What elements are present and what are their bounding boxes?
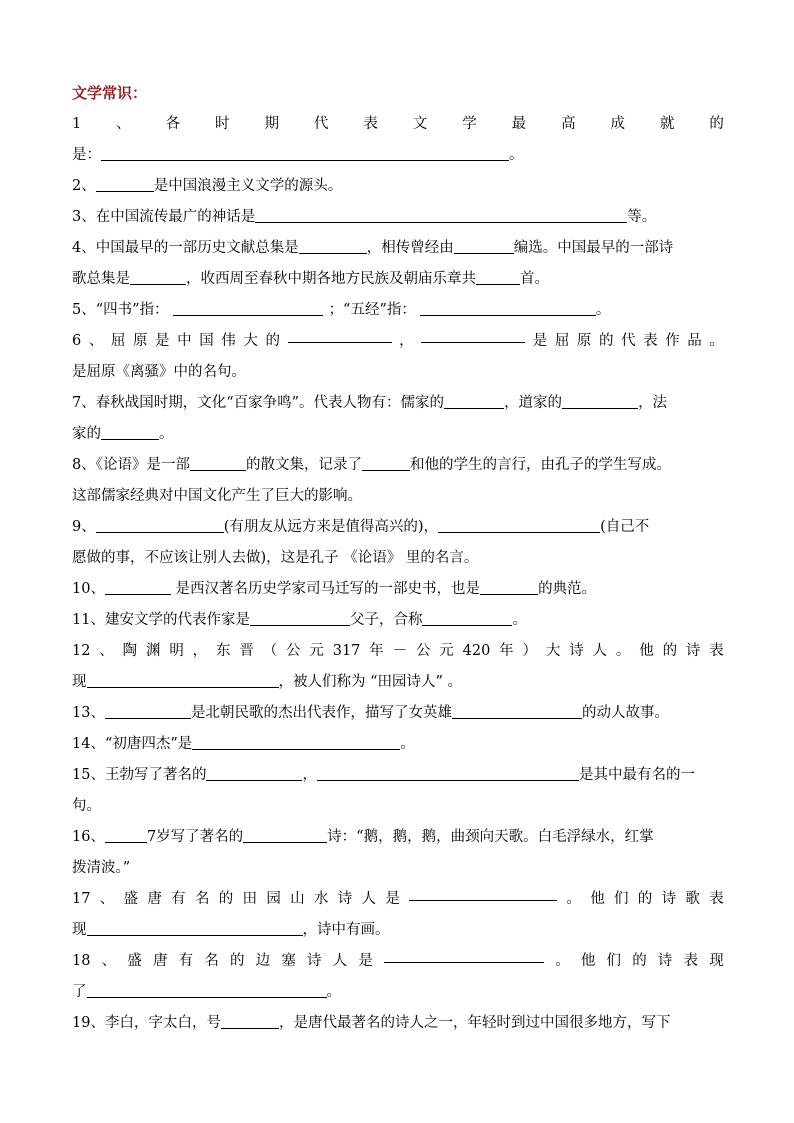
q12-char: 表 (709, 643, 724, 659)
q19-line (72, 1008, 724, 1039)
q6-blank-1[interactable] (288, 326, 392, 343)
q12-line2 (72, 667, 724, 698)
q5-line (72, 295, 724, 326)
q18-char: 的 (632, 953, 647, 969)
q12-char: 人 (592, 643, 608, 659)
q1-char: 学 (462, 116, 477, 132)
q4-blank-3[interactable] (130, 268, 186, 285)
q18-text-a: 了 (72, 984, 87, 1000)
q12-char: 大 (545, 643, 561, 659)
q12-line1 (72, 636, 724, 667)
q1-char: 的 (709, 116, 724, 132)
q17-char: 人 (361, 891, 377, 907)
q1-line1 (72, 109, 724, 140)
q6-char: 的 (598, 333, 614, 349)
q3-text: 3、在中国流传最广的神话是 (72, 209, 256, 225)
q18-blank-2[interactable] (87, 981, 327, 998)
q12-char: 陶 (122, 643, 138, 659)
q1-char: 文 (412, 116, 428, 132)
q15-text-line2: 句。 (72, 798, 101, 814)
q5-text-a: 5、“四书”指： (72, 302, 169, 318)
q1-text-end: 。 (509, 147, 524, 163)
q4-line2 (72, 264, 724, 295)
q6-line2 (72, 357, 724, 388)
q8-blank-2[interactable] (362, 454, 410, 471)
q18-char: 唐 (152, 953, 168, 969)
q18-char: 诗 (307, 953, 322, 969)
q1-char: 时 (215, 116, 230, 132)
q6-char: 品 (687, 333, 702, 349)
q8-blank-1[interactable] (190, 454, 246, 471)
q17-char: 园 (266, 891, 281, 907)
q17-char: 的 (218, 891, 234, 907)
q9-blank-2[interactable] (438, 516, 600, 533)
q9-text-b: (有朋友从远方来是值得高兴的)， (223, 519, 439, 535)
q13-number: 13、 (72, 705, 105, 721)
q18-blank-1[interactable] (384, 946, 544, 963)
q14-line (72, 729, 724, 760)
q9-line2 (72, 543, 724, 574)
q4-blank-1[interactable] (299, 237, 367, 254)
q18-text-b: 。 (326, 984, 341, 1000)
q1-char: 就 (659, 116, 675, 132)
q15-line1 (72, 760, 724, 791)
q10-text-c: 的典范。 (538, 581, 597, 597)
q12-char: 的 (662, 643, 678, 659)
q1-char: 代 (313, 116, 329, 132)
q17-char: 17 (72, 891, 91, 907)
q2-number: 2、 (72, 178, 96, 194)
q6-char: 代 (621, 333, 636, 349)
q4-text-b: ，相传曾经由 (366, 240, 454, 256)
q17-char: 他 (590, 891, 605, 907)
q4-blank-4[interactable] (476, 268, 520, 285)
q8-text-a: 8、《论语》是一部 (72, 457, 190, 473)
q11-line (72, 605, 724, 636)
q16-blank-2[interactable] (243, 826, 327, 843)
q7-line1 (72, 388, 724, 419)
q17-text-a: 现 (72, 922, 87, 938)
q18-char: 现 (709, 953, 724, 969)
q17-char: 山 (290, 891, 305, 907)
q16-text-line2: 拨清波。” (72, 860, 131, 876)
q13-line (72, 698, 724, 729)
q11-blank-2[interactable] (422, 609, 512, 626)
q18-char: 人 (332, 953, 348, 969)
q13-blank-1[interactable] (105, 702, 191, 719)
q17-char: 表 (709, 891, 724, 907)
q17-text-b: ，诗中有画。 (302, 922, 390, 938)
q18-char: 们 (606, 953, 622, 969)
q12-char: 420 (462, 643, 491, 659)
q6-char: 大 (243, 333, 258, 349)
q7-text-a: 7、春秋战国时期，文化“百家争鸣”。代表人物有：儒家的 (72, 395, 445, 411)
q12-char: 诗 (685, 643, 701, 659)
q16-text-c: 诗：“鹅，鹅，鹅，曲颈向天歌。白毛浮绿水，红掌 (327, 829, 654, 845)
q7-blank-3[interactable] (101, 423, 159, 440)
q17-char: 诗 (337, 891, 353, 907)
q16-line1 (72, 822, 724, 853)
q2-line (72, 171, 724, 202)
q6-char: 伟 (221, 333, 236, 349)
q1-char: 1 (72, 116, 82, 132)
q8-text-line2: 这部儒家经典对中国文化产生了巨大的影响。 (72, 488, 362, 504)
q8-text-c: 和他的学生的言行，由孔子的学生写成。 (409, 457, 671, 473)
q12-char: 公 (415, 643, 431, 659)
q18-char: 他 (580, 953, 596, 969)
q12-char: － (392, 643, 408, 659)
document-page (72, 78, 724, 1039)
q17-char: 们 (614, 891, 629, 907)
q18-char: 有 (178, 953, 194, 969)
q18-char: 。 (555, 953, 570, 969)
q12-char: ） (522, 643, 538, 659)
q6-line1 (72, 326, 724, 357)
q4-text-c: 编选。中国最早的一部诗 (513, 240, 674, 256)
q4-blank-2[interactable] (454, 237, 514, 254)
q14-text-a: 14、“初唐四杰”是 (72, 736, 193, 752)
q10-text-b: 是西汉著名历史学家司马迁写的一部史书，也是 (170, 581, 481, 597)
q12-char: 公 (286, 643, 301, 659)
q12-char: 明 (169, 643, 184, 659)
q1-char: 期 (264, 116, 279, 132)
q7-line2 (72, 419, 724, 450)
q9-number: 9、 (72, 519, 96, 535)
q9-line1 (72, 512, 724, 543)
q6-char: 作 (665, 333, 680, 349)
q8-line2 (72, 481, 724, 512)
q17-blank-1[interactable] (409, 884, 557, 901)
q6-char: 国 (199, 333, 214, 349)
q18-char: 诗 (657, 953, 673, 969)
q12-char: （ (262, 643, 278, 659)
q17-char: 盛 (123, 891, 139, 907)
q10-line (72, 574, 724, 605)
q18-char: 的 (229, 953, 245, 969)
q12-char: 。 (615, 643, 631, 659)
q17-char: 、 (99, 891, 115, 907)
q1-char: 最 (511, 116, 527, 132)
q17-line2 (72, 915, 724, 946)
q16-line2 (72, 853, 724, 884)
q19-text-a: 19、李白，字太白，号 (72, 1015, 221, 1031)
q17-blank-2[interactable] (87, 919, 303, 936)
q6-char: 的 (265, 333, 280, 349)
q12-char: 他 (639, 643, 654, 659)
q12-char: 渊 (145, 643, 161, 659)
q17-char: 水 (313, 891, 329, 907)
q12-char: 317 (332, 643, 361, 659)
q12-char: 年 (499, 643, 514, 659)
q1-char: 高 (561, 116, 576, 132)
q4-text-e: ，收西周至春秋中期各地方民族及朝庙乐章共 (186, 271, 476, 287)
q6-text-line2: 是屈原《离骚》中的名句。 (72, 364, 246, 380)
q7-text-c: ，法 (638, 395, 668, 411)
q6-char: 是 (155, 333, 170, 349)
q11-text-b: 父子，合称 (349, 612, 423, 628)
q12-char: 年 (369, 643, 384, 659)
q9-text-c: (自己不 (600, 519, 650, 535)
q9-text-line2: 愿做的事，不应该让别人去做)，这是孔子 《论语》 里的名言。 (72, 550, 479, 566)
q9-blank-1[interactable] (96, 516, 224, 533)
q17-char: 有 (171, 891, 186, 907)
q14-blank[interactable] (192, 733, 400, 750)
q6-char: 、 (88, 333, 104, 349)
q17-char: 的 (637, 891, 653, 907)
q7-text-d: 家的 (72, 426, 101, 442)
q1-blank[interactable] (101, 144, 509, 161)
q8-text-b: 的散文集，记录了 (245, 457, 362, 473)
q12-char: 12 (72, 643, 91, 659)
q12-text-a: 现 (72, 674, 87, 690)
q17-char: 名 (194, 891, 210, 907)
q16-text-b: 7岁写了著名的 (146, 829, 244, 845)
q11-blank-1[interactable] (250, 609, 350, 626)
q6-sep: ， (399, 333, 414, 349)
q4-line1 (72, 233, 724, 264)
q5-text-c: 。 (595, 302, 611, 318)
q18-char: 表 (683, 953, 699, 969)
q15-text-a: 15、王勃写了著名的 (72, 767, 207, 783)
q7-text-b: ，道家的 (504, 395, 563, 411)
q3-text-end: 等。 (627, 209, 657, 225)
q18-char: 是 (358, 953, 373, 969)
q14-text-b: 。 (400, 736, 415, 752)
q12-char: ， (192, 643, 208, 659)
q15-blank-1[interactable] (206, 764, 302, 781)
q19-blank[interactable] (221, 1012, 279, 1029)
q15-line2 (72, 791, 724, 822)
q6-char: 屈 (554, 333, 570, 349)
q19-text-b: ，是唐代最著名的诗人之一，年轻时到过中国很多地方，写下 (278, 1015, 671, 1031)
q15-text-b: ， (302, 767, 317, 783)
q10-blank-2[interactable] (480, 578, 538, 595)
section-heading: 文学常识： (72, 84, 148, 102)
q13-text-b: 是北朝民歌的杰出代表作，描写了女英雄 (190, 705, 452, 721)
q17-char: 。 (566, 891, 581, 907)
q6-blank-2[interactable] (421, 326, 525, 343)
q1-char: 成 (610, 116, 626, 132)
q15-text-c: 是其中最有名的一 (578, 767, 695, 783)
q6-char: 表 (643, 333, 658, 349)
q12-char: 东 (216, 643, 231, 659)
q2-text: 是中国浪漫主义文学的源头。 (153, 178, 343, 194)
q17-char: 唐 (147, 891, 162, 907)
q7-text-e: 。 (159, 426, 174, 442)
q10-number: 10、 (72, 581, 105, 597)
q16-blank-1[interactable] (105, 826, 147, 843)
q6-char: 原 (132, 333, 148, 349)
q12-char: 晋 (239, 643, 254, 659)
q11-text-c: 。 (512, 612, 527, 628)
q1-line2 (72, 140, 724, 171)
q17-line1 (72, 884, 724, 915)
q12-char: 元 (439, 643, 454, 659)
q18-char: 盛 (127, 953, 142, 969)
q12-char: 元 (309, 643, 324, 659)
q18-char: 18 (72, 953, 91, 969)
q1-char: 各 (165, 116, 181, 132)
q5-text-b: ；“五经”指： (328, 302, 416, 318)
q13-text-c: 的动人故事。 (581, 705, 669, 721)
q6-char: 6 (72, 333, 82, 349)
q3-line (72, 202, 724, 233)
q1-char: 、 (116, 116, 131, 132)
q5-blank-2[interactable] (420, 299, 596, 316)
q8-line1 (72, 450, 724, 481)
q17-char: 诗 (661, 891, 677, 907)
q4-text-d: 歌总集是 (72, 271, 130, 287)
q16-number: 16、 (72, 829, 105, 845)
q6-char: 中 (177, 333, 192, 349)
q6-char: 是 (532, 333, 548, 349)
q18-line2 (72, 977, 724, 1008)
q7-blank-1[interactable] (444, 392, 504, 409)
q12-text-b: ，被人们称为 “田园诗人” 。 (278, 674, 463, 690)
q6-char: 。 (709, 333, 724, 349)
q4-text-a: 4、中国最早的一部历史文献总集是 (72, 240, 299, 256)
q18-line1 (72, 946, 724, 977)
q3-blank[interactable] (255, 206, 627, 223)
q17-char: 歌 (685, 891, 700, 907)
q17-char: 田 (242, 891, 258, 907)
q12-blank[interactable] (87, 671, 279, 688)
q12-char: 、 (99, 643, 114, 659)
q4-text-f: 首。 (520, 271, 549, 287)
q1-char: 表 (363, 116, 378, 132)
q5-blank-1[interactable] (173, 299, 323, 316)
q6-char: 原 (576, 333, 592, 349)
q13-blank-2[interactable] (452, 702, 582, 719)
q18-char: 塞 (281, 953, 296, 969)
q7-blank-2[interactable] (562, 392, 638, 409)
q6-char: 屈 (110, 333, 126, 349)
q2-blank[interactable] (96, 175, 154, 192)
q15-blank-2[interactable] (317, 764, 579, 781)
q18-char: 、 (101, 953, 117, 969)
q11-text-a: 11、建安文学的代表作家是 (72, 612, 250, 628)
q17-char: 是 (385, 891, 400, 907)
q18-char: 边 (255, 953, 271, 969)
q10-blank-1[interactable] (105, 578, 171, 595)
q12-char: 诗 (569, 643, 584, 659)
q1-text: 是： (72, 147, 101, 163)
q18-char: 名 (204, 953, 219, 969)
